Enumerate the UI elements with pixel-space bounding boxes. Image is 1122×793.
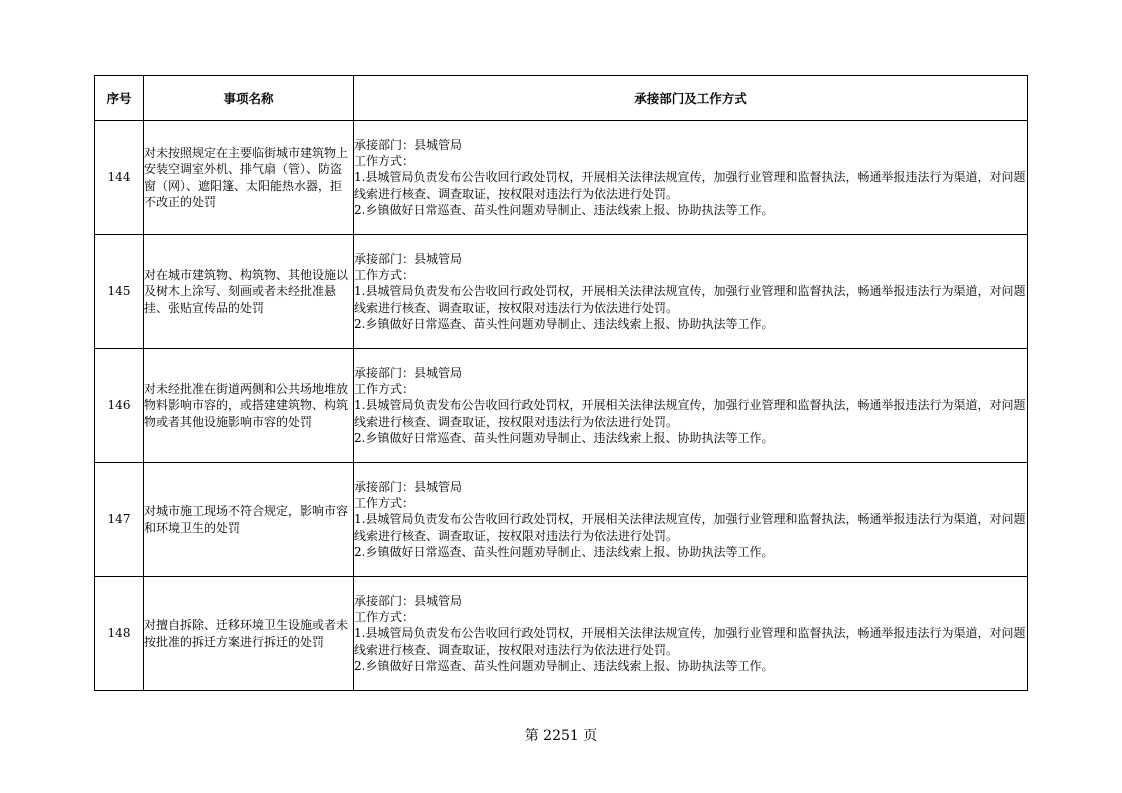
row-method-label: 工作方式： — [354, 268, 415, 283]
row-method-item-2: 2.乡镇做好日常巡查、苗头性问题劝导制止、违法线索上报、协助执法等工作。 — [354, 658, 774, 673]
row-department-cell — [354, 235, 1028, 349]
row-method-label: 工作方式： — [354, 382, 415, 397]
row-department-cell — [354, 463, 1028, 577]
row-method-item-2: 2.乡镇做好日常巡查、苗头性问题劝导制止、违法线索上报、协助执法等工作。 — [354, 316, 774, 331]
row-item-name: 对在城市建筑物、构筑物、其他设施以及树木上涂写、刻画或者未经批准悬挂、张贴宣传品的处罚 — [144, 235, 354, 349]
row-department: 承接部门：县城管局 — [354, 479, 463, 494]
row-item-name: 对未经批准在街道两侧和公共场地堆放物料影响市容的，或搭建建筑物、构筑物或者其他设施影响市容的处罚 — [144, 349, 354, 463]
row-method-item-2: 2.乡镇做好日常巡查、苗头性问题劝导制止、违法线索上报、协助执法等工作。 — [354, 430, 774, 445]
row-method-label: 工作方式： — [354, 154, 415, 169]
row-item-name: 对城市施工现场不符合规定，影响市容和环境卫生的处罚 — [144, 463, 354, 577]
table-row — [95, 121, 1028, 235]
row-department-cell — [354, 121, 1028, 235]
row-department-cell — [354, 577, 1028, 691]
row-serial-number: 147 — [95, 463, 144, 577]
row-method-item-1: 1.县城管局负责发布公告收回行政处罚权，开展相关法律法规宣传，加强行业管理和监督执法，畅通举报违法行为渠道，对问题线索进行核查、调查取证，按权限对违法行为依法进行处罚。 — [354, 512, 1026, 543]
table-row — [95, 577, 1028, 691]
row-serial-number: 144 — [95, 121, 144, 235]
table-row — [95, 349, 1028, 463]
row-method-item-2: 2.乡镇做好日常巡查、苗头性问题劝导制止、违法线索上报、协助执法等工作。 — [354, 202, 774, 217]
row-serial-number: 146 — [95, 349, 144, 463]
row-method-item-1: 1.县城管局负责发布公告收回行政处罚权，开展相关法律法规宣传，加强行业管理和监督执法，畅通举报违法行为渠道，对问题线索进行核查、调查取证，按权限对违法行为依法进行处罚。 — [354, 170, 1026, 201]
row-method-label: 工作方式： — [354, 496, 415, 511]
row-method-item-2: 2.乡镇做好日常巡查、苗头性问题劝导制止、违法线索上报、协助执法等工作。 — [354, 544, 774, 559]
row-department: 承接部门：县城管局 — [354, 593, 463, 608]
page-number: 第 2251 页 — [524, 728, 598, 744]
row-department-cell — [354, 349, 1028, 463]
table-row — [95, 463, 1028, 577]
header-item-name: 事项名称 — [144, 76, 354, 121]
row-item-name: 对擅自拆除、迁移环境卫生设施或者未按批准的拆迁方案进行拆迁的处罚 — [144, 577, 354, 691]
header-serial-number: 序号 — [95, 76, 144, 121]
row-department: 承接部门：县城管局 — [354, 251, 463, 266]
row-serial-number: 145 — [95, 235, 144, 349]
row-method-item-1: 1.县城管局负责发布公告收回行政处罚权，开展相关法律法规宣传，加强行业管理和监督执法，畅通举报违法行为渠道，对问题线索进行核查、调查取证，按权限对违法行为依法进行处罚。 — [354, 398, 1026, 429]
row-method-label: 工作方式： — [354, 610, 415, 625]
row-department: 承接部门：县城管局 — [354, 137, 463, 152]
table-header-row — [95, 76, 1028, 121]
header-department-and-method: 承接部门及工作方式 — [354, 76, 1028, 121]
policy-table — [94, 75, 1028, 691]
row-method-item-1: 1.县城管局负责发布公告收回行政处罚权，开展相关法律法规宣传，加强行业管理和监督执法，畅通举报违法行为渠道，对问题线索进行核查、调查取证，按权限对违法行为依法进行处罚。 — [354, 626, 1026, 657]
row-serial-number: 148 — [95, 577, 144, 691]
row-method-item-1: 1.县城管局负责发布公告收回行政处罚权，开展相关法律法规宣传，加强行业管理和监督执法，畅通举报违法行为渠道，对问题线索进行核查、调查取证，按权限对违法行为依法进行处罚。 — [354, 284, 1026, 315]
table-row — [95, 235, 1028, 349]
row-item-name: 对未按照规定在主要临街城市建筑物上安装空调室外机、排气扇（管）、防盗窗（网）、遮阳篷、太阳能热水器，拒不改正的处罚 — [144, 121, 354, 235]
row-department: 承接部门：县城管局 — [354, 365, 463, 380]
